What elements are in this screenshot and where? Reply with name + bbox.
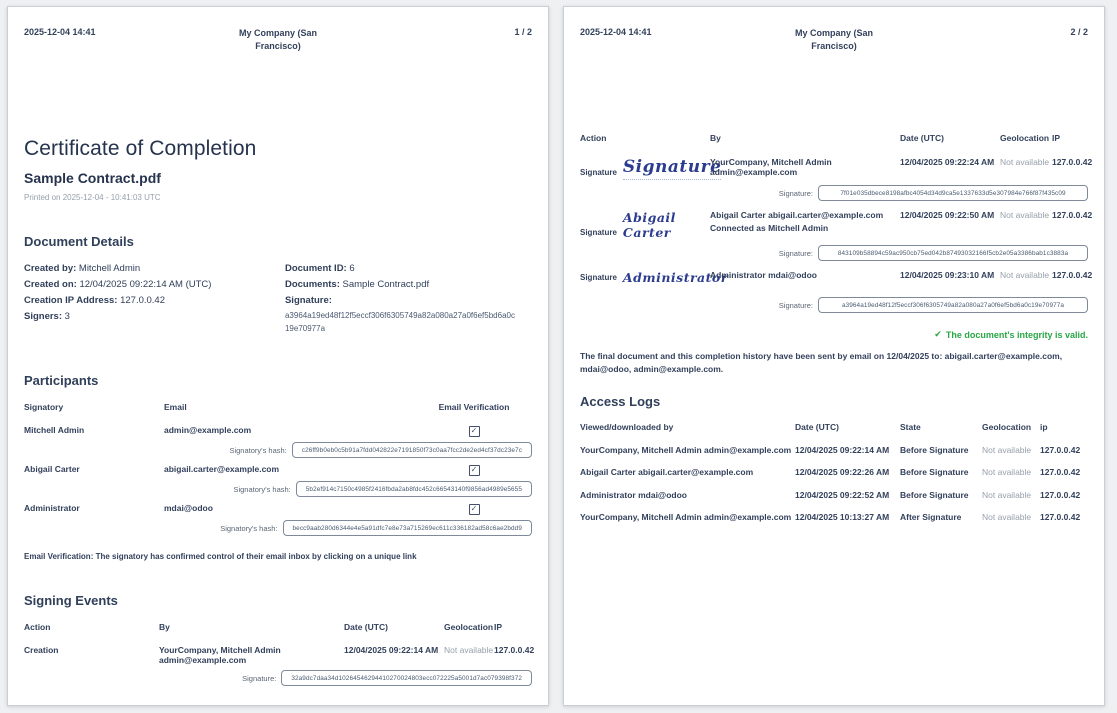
participant-name: Abigail Carter — [24, 464, 80, 474]
event-geolocation: Not available — [1000, 157, 1050, 167]
signing-events-table-header: Action By Date (UTC) Geolocation IP — [24, 622, 503, 632]
email-verified-checkbox-icon: ✓ — [469, 426, 480, 437]
event-date: 12/04/2025 09:23:10 AM — [900, 270, 995, 280]
signatory-hash-row: Signatory's hash: becc9aab280d6344e4e5a91dfc7e8e73a715269ec611c336182ad58c6ae2bdd9 — [24, 520, 532, 536]
signatory-hash-field: becc9aab280d6344e4e5a91dfc7e8e73a715269ec611c336182ad58c6ae2bdd9 — [283, 520, 532, 536]
email-verified-checkbox-icon: ✓ — [469, 504, 480, 515]
document-signature-hash: a3964a19ed48f12f5eccf306f6305749a82a080a27a0f6ef5bd6a0c19e70977a — [284, 311, 515, 333]
handwritten-signature: Signature — [623, 157, 721, 180]
event-action: Signature — [580, 228, 617, 237]
header-datetime: 2025-12-04 14:41 — [24, 27, 96, 37]
log-geolocation: Not available — [982, 489, 1032, 500]
log-by: Abigail Carter abigail.carter@example.com — [580, 467, 754, 477]
signing-event-row — [24, 645, 535, 665]
access-log-row — [580, 445, 1088, 455]
log-by: YourCompany, Mitchell Admin admin@example.com — [580, 444, 792, 455]
event-geolocation: Not available — [1000, 210, 1050, 220]
log-geolocation: Not available — [982, 444, 1032, 455]
event-action: Creation — [24, 645, 59, 655]
log-by: Administrator mdai@odoo — [580, 489, 687, 500]
event-ip: 127.0.0.42 — [1052, 210, 1093, 220]
page-number: 1 / 2 — [514, 27, 532, 37]
event-signature-row: Signature: a3964a19ed48f12f5eccf306f6305749a82a080a27a0f6ef5bd6a0c19e70977a — [580, 297, 1088, 313]
signing-event-row — [580, 210, 1093, 240]
signing-event-row — [580, 157, 1093, 180]
signatory-hash-field: 5b2ef914c7150c4985f2416fbda2ab8fdc452c66543140f9856ad4989e5655 — [296, 481, 532, 497]
details-left-column — [24, 261, 285, 335]
detail-line-signature: Signature: a3964a19ed48f12f5eccf306f6305749a82a080a27a0f6ef5bd6a0c19e70977a — [284, 295, 515, 333]
log-geolocation: Not available — [982, 512, 1032, 522]
event-ip: 127.0.0.42 — [1052, 270, 1093, 280]
success-check-icon: ✔ — [934, 329, 942, 339]
section-participants: Participants — [24, 373, 99, 388]
report-page-1 — [7, 6, 549, 706]
page-header — [24, 27, 532, 53]
participant-email: mdai@odoo — [164, 503, 213, 513]
access-log-row — [580, 467, 1088, 477]
event-signature-row: Signature: 7f01e035dbece8198afbc4054d34d9ca5e1337633d5e307984e766f87f435c09 — [580, 185, 1088, 201]
log-date: 12/04/2025 09:22:14 AM — [795, 444, 890, 455]
detail-line: Document ID: 6 — [284, 263, 355, 274]
header-company: My Company (San Francisco) — [794, 28, 873, 51]
section-access-logs: Access Logs — [580, 394, 661, 409]
detail-line: Creation IP Address: 127.0.0.42 — [24, 295, 165, 306]
log-geolocation: Not available — [982, 467, 1032, 477]
signatory-hash-field: c26ff9b0eb0c5b91a7fdd042822e7191850f73c0aa7fcc2de2ed4cf37dc23e7c — [292, 442, 532, 458]
details-right-column — [285, 261, 532, 335]
participant-email: abigail.carter@example.com — [164, 464, 280, 474]
event-action: Signature — [580, 273, 617, 282]
participant-row — [24, 503, 532, 515]
email-verification-note: Email Verification: The signatory has confirmed control of their email inbox by clicking on a unique link — [24, 552, 417, 561]
page-number: 2 / 2 — [1070, 27, 1088, 37]
log-ip: 127.0.0.42 — [1040, 467, 1081, 477]
event-date: 12/04/2025 09:22:14 AM — [344, 645, 439, 655]
event-geolocation: Not available — [444, 645, 494, 655]
handwritten-signature: Abigail Carter — [622, 210, 676, 240]
report-page-2 — [563, 6, 1105, 706]
participant-name: Mitchell Admin — [24, 425, 85, 435]
log-ip: 127.0.0.42 — [1040, 489, 1081, 500]
event-signature-field: a3964a19ed48f12f5eccf306f6305749a82a080a27a0f6ef5bd6a0c19e70977a — [818, 297, 1088, 313]
participant-name: Administrator — [24, 503, 80, 513]
integrity-status — [580, 329, 1088, 340]
email-verified-checkbox-icon: ✓ — [469, 465, 480, 476]
signing-event-row — [580, 270, 1093, 285]
log-ip: 127.0.0.42 — [1040, 512, 1081, 522]
section-document-details: Document Details — [24, 234, 134, 249]
event-signature-row: Signature: 32a9dc7daa34d10264546294410270024803ecc072225a5001d7ac079398f372 — [24, 670, 532, 686]
event-action: Signature — [580, 168, 617, 177]
event-by: YourCompany, Mitchell Admin admin@example.com — [710, 157, 832, 177]
participant-row — [24, 425, 532, 437]
detail-line: Created on: 12/04/2025 09:22:14 AM (UTC) — [24, 279, 212, 290]
integrity-message: The document's integrity is valid. — [945, 329, 1088, 340]
event-signature-field: 7f01e035dbece8198afbc4054d34d9ca5e1337633d5e307984e766f87f435c09 — [818, 185, 1088, 201]
header-company: My Company (San Francisco) — [238, 28, 317, 51]
section-signing-events: Signing Events — [24, 593, 118, 608]
detail-line: Documents: Sample Contract.pdf — [284, 279, 430, 290]
participant-email: admin@example.com — [164, 425, 252, 435]
completion-email-note: The final document and this completion history have been sent by email on 12/04/2025 to: abigail.carter@example.com, mdai@odoo, admin@example.com. — [580, 351, 1063, 374]
log-state: Before Signature — [900, 444, 969, 455]
access-logs-table-header: Viewed/downloaded by Date (UTC) State Geolocation ip — [580, 422, 1048, 432]
access-log-row — [580, 490, 1088, 500]
detail-line: Signers: 3 — [24, 311, 70, 322]
page-header — [580, 27, 1088, 53]
participants-table-header: Signatory Email Email Verification — [24, 402, 510, 412]
handwritten-signature: Administrator — [622, 270, 728, 285]
signatory-hash-row: Signatory's hash: c26ff9b0eb0c5b91a7fdd042822e7191850f73c0aa7fcc2de2ed4cf37dc23e7c — [24, 442, 532, 458]
document-filename: Sample Contract.pdf — [24, 170, 161, 186]
page-title: Certificate of Completion — [24, 137, 257, 160]
header-datetime: 2025-12-04 14:41 — [580, 27, 652, 37]
log-by: YourCompany, Mitchell Admin admin@example.com — [580, 512, 792, 522]
printed-on-text: Printed on 2025-12-04 - 10:41:03 UTC — [24, 193, 161, 202]
event-by: Abigail Carter abigail.carter@example.com — [710, 210, 884, 220]
event-date: 12/04/2025 09:22:50 AM — [900, 210, 995, 220]
log-date: 12/04/2025 10:13:27 AM — [795, 512, 890, 522]
event-geolocation: Not available — [1000, 270, 1050, 280]
event-by-note: Connected as Mitchell Admin — [710, 223, 829, 233]
detail-line: Created by: Mitchell Admin — [24, 263, 141, 274]
log-date: 12/04/2025 09:22:26 AM — [795, 467, 890, 477]
event-signature-field: 843109b58894c59ac950cb75ed042b87493032166f5cb2e05a3386bab1c3883a — [818, 245, 1088, 261]
log-date: 12/04/2025 09:22:52 AM — [795, 489, 890, 500]
log-state: Before Signature — [900, 467, 969, 477]
event-ip: 127.0.0.42 — [494, 645, 535, 655]
event-date: 12/04/2025 09:22:24 AM — [900, 157, 995, 167]
document-details-block — [24, 261, 532, 335]
log-ip: 127.0.0.42 — [1040, 444, 1081, 455]
event-by: YourCompany, Mitchell Admin admin@example.com — [159, 645, 281, 665]
log-state: After Signature — [900, 512, 962, 522]
event-by: Administrator mdai@odoo — [710, 270, 817, 280]
participant-row — [24, 464, 532, 476]
event-signature-row: Signature: 843109b58894c59ac950cb75ed042b87493032166f5cb2e05a3386bab1c3883a — [580, 245, 1088, 261]
signatory-hash-row: Signatory's hash: 5b2ef914c7150c4985f2416fbda2ab8fdc452c66543140f9856ad4989e5655 — [24, 481, 532, 497]
event-ip: 127.0.0.42 — [1052, 157, 1093, 167]
log-state: Before Signature — [900, 489, 969, 500]
signing-events-table-header: Action By Date (UTC) Geolocation IP — [580, 133, 1061, 143]
event-signature-field: 32a9dc7daa34d10264546294410270024803ecc072225a5001d7ac079398f372 — [281, 670, 532, 686]
access-log-row — [580, 512, 1088, 522]
